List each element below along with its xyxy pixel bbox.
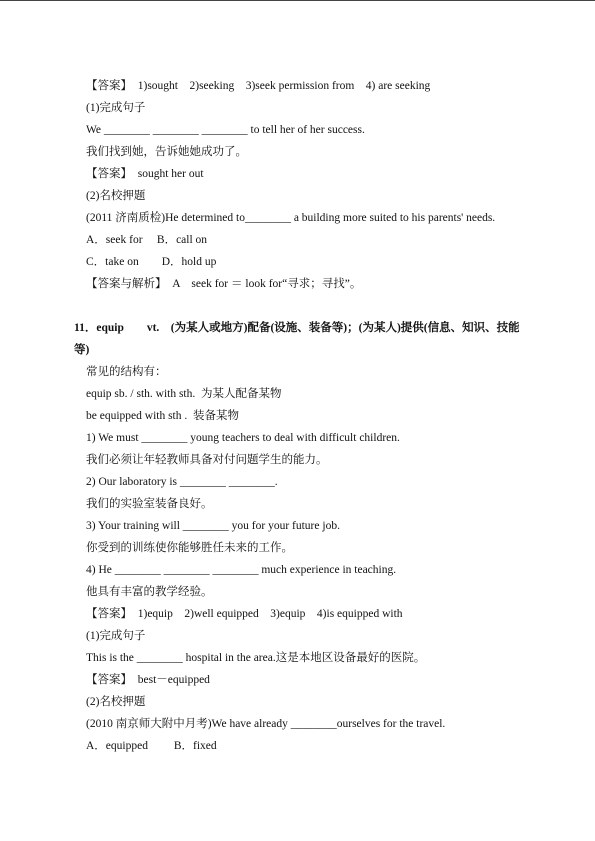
answer-line: 【答案】 1)sought 2)seeking 3)seek permission from 4) are seeking — [86, 80, 431, 92]
section-label: (2)名校押题 — [86, 696, 146, 708]
translation-line: 我们找到她，告诉她她成功了。 — [86, 146, 247, 158]
exam-question: (2010 南京师大附中月考)We have already ________ourselves for the travel. — [86, 718, 446, 730]
option-line: A．equipped B．fixed — [86, 740, 217, 752]
exercise-sentence: 4) He ________ ________ ________ much experience in teaching. — [86, 564, 397, 576]
translation-line: 你受到的训练使你能够胜任未来的工作。 — [86, 542, 293, 554]
option-line: A．seek for B．call on — [86, 234, 208, 246]
translation-line: 我们的实验室装备良好。 — [86, 498, 213, 510]
structure-line: be equipped with sth . 装备某物 — [86, 410, 239, 422]
section-label: (1)完成句子 — [86, 102, 146, 114]
structure-intro: 常见的结构有： — [86, 366, 167, 378]
translation-line: 我们必须让年轻教师具备对付问题学生的能力。 — [86, 454, 328, 466]
answer-explanation: 【答案与解析】 A seek for ＝ look for“寻求；寻找”。 — [86, 278, 362, 290]
translation-line: 他具有丰富的教学经验。 — [86, 586, 213, 598]
exercise-sentence: 1) We must ________ young teachers to deal with difficult children. — [86, 432, 400, 444]
answer-line: 【答案】 sought her out — [86, 168, 204, 180]
exercise-sentence: This is the ________ hospital in the area.这是本地区设备最好的医院。 — [86, 652, 426, 664]
exercise-sentence: We ________ ________ ________ to tell her of her success. — [86, 124, 365, 136]
page-top-border — [0, 0, 595, 1]
exercise-sentence: 2) Our laboratory is ________ ________. — [86, 476, 278, 488]
exercise-sentence: 3) Your training will ________ you for your future job. — [86, 520, 340, 532]
section-label: (2)名校押题 — [86, 190, 146, 202]
option-line: C．take on D．hold up — [86, 256, 217, 268]
answer-line: 【答案】 best－equipped — [86, 674, 210, 686]
exam-question: (2011 济南质检)He determined to________ a building more suited to his parents' needs. — [86, 212, 496, 224]
section-label: (1)完成句子 — [86, 630, 146, 642]
vocab-heading-cont: 等) — [74, 344, 90, 356]
vocab-heading: 11．equip vt. (为某人或地方)配备(设施、装备等)；(为某人)提供(信息、知识、技能 — [74, 322, 520, 334]
answer-line: 【答案】 1)equip 2)well equipped 3)equip 4)is equipped with — [86, 608, 403, 620]
structure-line: equip sb. / sth. with sth. 为某人配备某物 — [86, 388, 282, 400]
